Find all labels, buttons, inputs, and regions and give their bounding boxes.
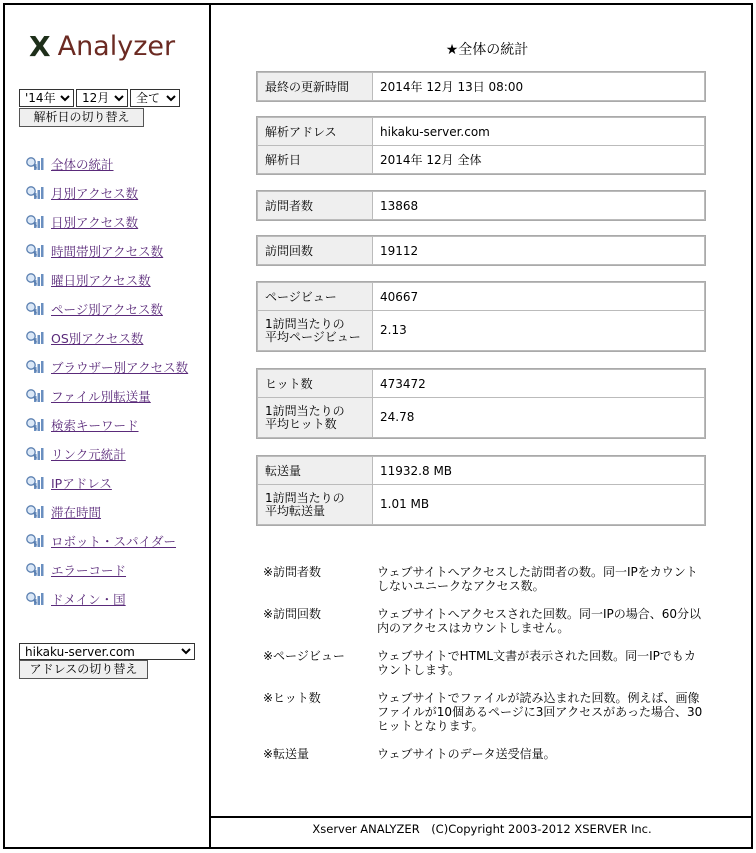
- note-term: ※転送量: [263, 747, 310, 761]
- sidebar-item-link[interactable]: ブラウザー別アクセス数: [51, 359, 189, 375]
- month-select[interactable]: [76, 89, 128, 107]
- sidebar-item-link[interactable]: ファイル別転送量: [51, 388, 151, 404]
- note-term: ※訪問回数: [263, 607, 322, 621]
- transfer-box: [256, 455, 706, 526]
- transfer-per-visit-label: 1訪問当たりの 平均転送量: [258, 485, 373, 525]
- sidebar-item[interactable]: [25, 526, 188, 555]
- year-select[interactable]: [19, 89, 74, 107]
- analysis-date-value: 2014年 12月 全体: [373, 146, 705, 174]
- sidebar-item-link[interactable]: IPアドレス: [51, 475, 112, 491]
- sidebar-item-link[interactable]: ページ別アクセス数: [51, 301, 163, 317]
- note-item: [263, 747, 703, 761]
- sidebar-nav: [25, 149, 188, 613]
- note-item: [263, 649, 703, 677]
- sidebar-item[interactable]: [25, 323, 188, 352]
- note-description: ウェブサイトへアクセスした訪問者の数。同一IPをカウントしないユニークなアクセス数。: [377, 565, 698, 593]
- transfer-value: 11932.8 MB: [373, 457, 705, 485]
- sidebar-item-link[interactable]: ドメイン・国: [51, 591, 126, 607]
- magnifier-chart-icon: [25, 532, 45, 550]
- magnifier-chart-icon: [25, 387, 45, 405]
- sidebar-item[interactable]: [25, 207, 188, 236]
- sidebar-item[interactable]: [25, 410, 188, 439]
- logo-mark: X: [29, 29, 50, 63]
- note-term: ※訪問者数: [263, 565, 322, 579]
- sidebar-item-link[interactable]: リンク元統計: [51, 446, 126, 462]
- sidebar-item[interactable]: [25, 149, 188, 178]
- sidebar-item-link[interactable]: 滞在時間: [51, 504, 102, 520]
- magnifier-chart-icon: [25, 590, 45, 608]
- magnifier-chart-icon: [25, 155, 45, 173]
- magnifier-chart-icon: [25, 271, 45, 289]
- page-title: ★全体の統計: [445, 42, 529, 58]
- pageviews-label: ページビュー: [258, 283, 373, 311]
- app-logo[interactable]: [29, 29, 175, 63]
- analysis-target-box: [256, 116, 706, 175]
- pageviews-box: [256, 281, 706, 352]
- main-content: [211, 3, 753, 849]
- note-item: [263, 607, 703, 635]
- analysis-address-value: hikaku-server.com: [373, 118, 705, 146]
- visitors-box: [256, 190, 706, 221]
- logo-text: Analyzer: [57, 30, 176, 62]
- notes-section: [263, 565, 703, 775]
- sidebar-item[interactable]: [25, 497, 188, 526]
- sidebar-item[interactable]: [25, 352, 188, 381]
- date-filter: [19, 89, 180, 107]
- pageviews-per-visit-label: 1訪問当たりの 平均ページビュー: [258, 311, 373, 351]
- sidebar-item[interactable]: [25, 468, 188, 497]
- hits-per-visit-value: 24.78: [373, 398, 705, 438]
- sidebar-item-link[interactable]: 時間帯別アクセス数: [51, 243, 164, 259]
- sidebar-item-link[interactable]: 曜日別アクセス数: [51, 272, 151, 288]
- sidebar-item[interactable]: [25, 439, 188, 468]
- sidebar-item-link[interactable]: ロボット・スパイダー: [51, 533, 177, 549]
- magnifier-chart-icon: [25, 242, 45, 260]
- magnifier-chart-icon: [25, 561, 45, 579]
- last-updated-box: [256, 71, 706, 102]
- visitors-value: 13868: [373, 192, 705, 220]
- magnifier-chart-icon: [25, 300, 45, 318]
- switch-address-button[interactable]: アドレスの切り替え: [19, 660, 148, 679]
- note-description: ウェブサイトへアクセスされた回数。同一IPの場合、60分以内のアクセスはカウントしません。: [377, 607, 702, 635]
- sidebar-item[interactable]: [25, 381, 188, 410]
- sidebar-item[interactable]: [25, 236, 188, 265]
- visits-label: 訪問回数: [258, 237, 373, 265]
- day-select[interactable]: [130, 89, 180, 107]
- sidebar-item[interactable]: [25, 294, 188, 323]
- magnifier-chart-icon: [25, 213, 45, 231]
- sidebar-item-link[interactable]: 日別アクセス数: [51, 214, 139, 230]
- sidebar-item-link[interactable]: OS別アクセス数: [51, 330, 144, 346]
- sidebar-item-link[interactable]: 検索キーワード: [51, 417, 139, 433]
- note-description: ウェブサイトでファイルが読み込まれた回数。例えば、画像ファイルが10個あるページに3回アクセスがあった場合、30ヒットとなります。: [377, 691, 703, 733]
- magnifier-chart-icon: [25, 503, 45, 521]
- sidebar-item-link[interactable]: エラーコード: [51, 562, 127, 578]
- sidebar: [3, 3, 211, 849]
- hits-label: ヒット数: [258, 370, 373, 398]
- note-term: ※ヒット数: [263, 691, 321, 705]
- visits-box: [256, 235, 706, 266]
- sidebar-item[interactable]: [25, 178, 188, 207]
- note-item: [263, 691, 703, 733]
- visitors-label: 訪問者数: [258, 192, 373, 220]
- magnifier-chart-icon: [25, 416, 45, 434]
- hits-per-visit-label: 1訪問当たりの 平均ヒット数: [258, 398, 373, 438]
- sidebar-item[interactable]: [25, 584, 188, 613]
- sidebar-item[interactable]: [25, 265, 188, 294]
- note-term: ※ページビュー: [263, 649, 345, 663]
- footer-copyright: Xserver ANALYZER (C)Copyright 2003-2012 XSERVER Inc.: [312, 822, 652, 836]
- sidebar-item[interactable]: [25, 555, 188, 584]
- visits-value: 19112: [373, 237, 705, 265]
- note-description: ウェブサイトでHTML文書が表示された回数。同一IPでもカウントします。: [377, 649, 696, 677]
- magnifier-chart-icon: [25, 329, 45, 347]
- last-updated-value: 2014年 12月 13日 08:00: [373, 73, 705, 101]
- sidebar-item-link[interactable]: 月別アクセス数: [51, 185, 139, 201]
- hits-box: [256, 368, 706, 439]
- sidebar-item-link[interactable]: 全体の統計: [51, 156, 114, 172]
- analysis-date-label: 解析日: [258, 146, 373, 174]
- pageviews-per-visit-value: 2.13: [373, 311, 705, 351]
- switch-date-button[interactable]: 解析日の切り替え: [19, 108, 144, 127]
- hits-value: 473472: [373, 370, 705, 398]
- magnifier-chart-icon: [25, 474, 45, 492]
- address-select[interactable]: [19, 643, 195, 660]
- pageviews-value: 40667: [373, 283, 705, 311]
- magnifier-chart-icon: [25, 358, 45, 376]
- analysis-address-label: 解析アドレス: [258, 118, 373, 146]
- last-updated-label: 最終の更新時間: [258, 73, 373, 101]
- transfer-per-visit-value: 1.01 MB: [373, 485, 705, 525]
- note-item: [263, 565, 703, 593]
- magnifier-chart-icon: [25, 445, 45, 463]
- note-description: ウェブサイトのデータ送受信量。: [377, 747, 556, 761]
- magnifier-chart-icon: [25, 184, 45, 202]
- transfer-label: 転送量: [258, 457, 373, 485]
